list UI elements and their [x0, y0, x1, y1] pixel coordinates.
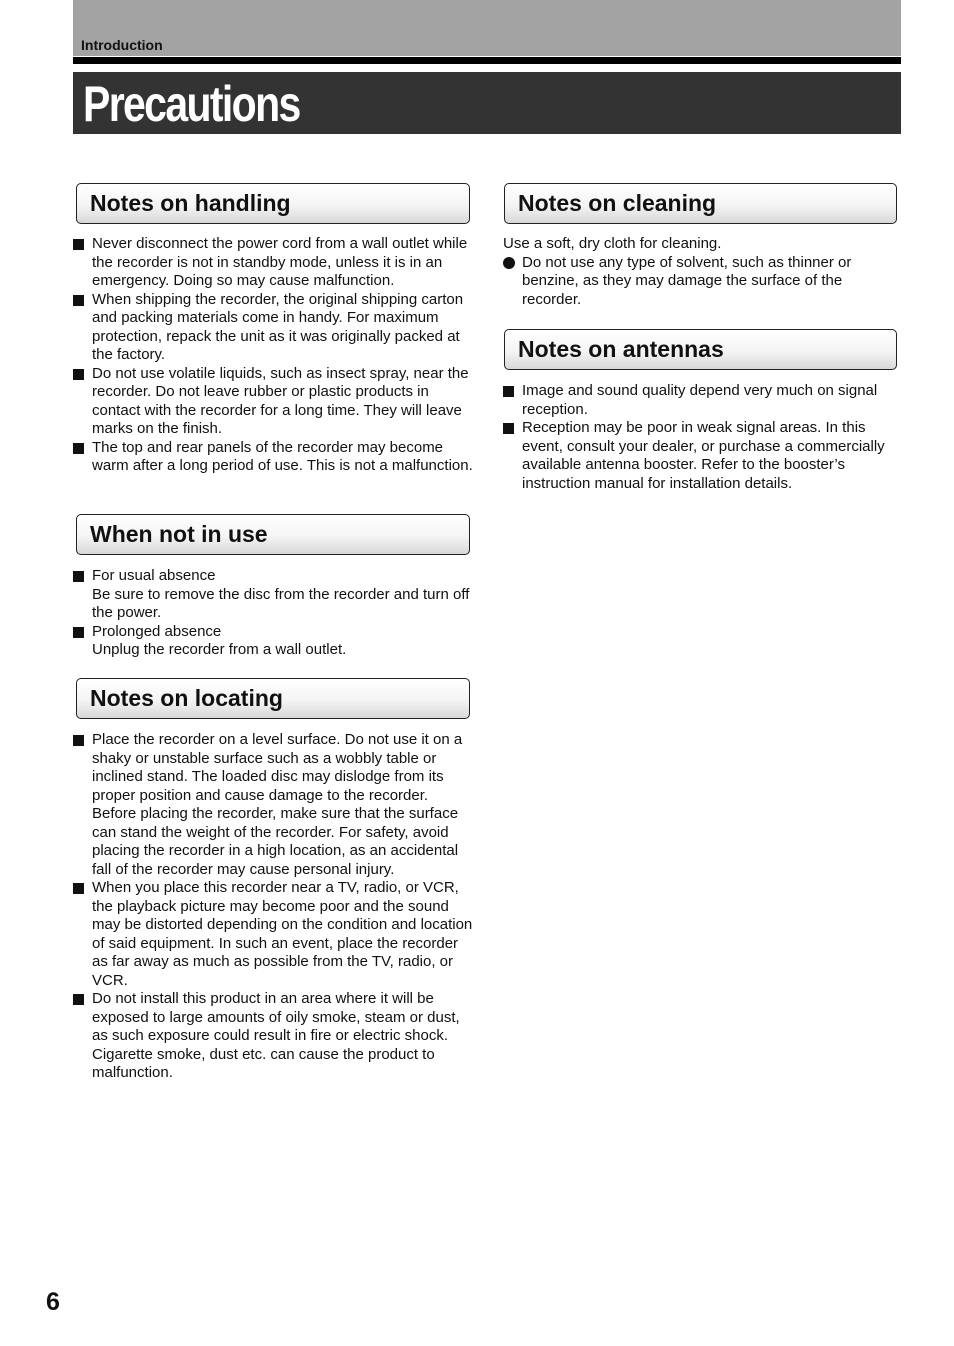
cleaning-heading: Notes on cleaning: [518, 190, 717, 216]
not-in-use-list: [73, 567, 473, 660]
square-bullet-icon: [503, 423, 514, 434]
square-bullet-icon: [73, 994, 84, 1005]
cleaning-text: [503, 235, 903, 309]
list-item: Do not use any type of solvent, such as thinner or benzine, as they may damage the surface of the recorder.: [503, 254, 903, 310]
page-title: Precautions: [83, 76, 300, 132]
list-item: The top and rear panels of the recorder may become warm after a long period of use. This is not a malfunction.: [73, 439, 473, 476]
not-in-use-heading: When not in use: [90, 521, 268, 547]
square-bullet-icon: [73, 239, 84, 250]
list-item: Do not install this product in an area where it will be exposed to large amounts of oily smoke, steam or dust, as such exposure could result in fire or electric shock. Cigarette smoke, dust etc. can cause the product to malfunction.: [73, 990, 473, 1083]
list-item: Do not use volatile liquids, such as insect spray, near the recorder. Do not leave rubber or plastic products in contact with the recorder for a long time. They will leave marks on the finish.: [73, 365, 473, 439]
square-bullet-icon: [73, 443, 84, 454]
list-item: Place the recorder on a level surface. Do not use it on a shaky or unstable surface such as a wobbly table or inclined stand. The loaded disc may dislodge from its proper position and cause damage to the recorder. Before placing the recorder, make sure that the surface can stand the weight of the recorder. For safety, avoid placing the recorder in a high location, as an accidental fall of the recorder may cause personal injury.: [73, 731, 473, 879]
handling-list: [73, 235, 473, 476]
locating-heading-box: [76, 678, 470, 719]
square-bullet-icon: [73, 627, 84, 638]
square-bullet-icon: [73, 369, 84, 380]
cleaning-intro: Use a soft, dry cloth for cleaning.: [503, 235, 722, 252]
antennas-heading-box: [504, 329, 897, 370]
square-bullet-icon: [73, 735, 84, 746]
list-item: Prolonged absence Unplug the recorder from a wall outlet.: [73, 623, 473, 660]
handling-heading: Notes on handling: [90, 190, 291, 216]
list-item: Reception may be poor in weak signal areas. In this event, consult your dealer, or purchase a commercially available antenna booster. Refer to the booster’s instruction manual for installation details.: [503, 419, 905, 493]
locating-heading: Notes on locating: [90, 685, 283, 711]
locating-list: [73, 731, 473, 1083]
antennas-heading: Notes on antennas: [518, 336, 724, 362]
not-in-use-heading-box: [76, 514, 470, 555]
antennas-list: [503, 382, 905, 493]
round-bullet-icon: [503, 257, 515, 269]
page-number: 6: [46, 1288, 60, 1316]
square-bullet-icon: [503, 386, 514, 397]
cleaning-heading-box: [504, 183, 897, 224]
header-rule: [73, 57, 901, 64]
list-item: Image and sound quality depend very much on signal reception.: [503, 382, 905, 419]
list-item: For usual absence Be sure to remove the disc from the recorder and turn off the power.: [73, 567, 473, 623]
list-item: When shipping the recorder, the original shipping carton and packing materials come in handy. For maximum protection, repack the unit as it was originally packed at the factory.: [73, 291, 473, 365]
list-item: When you place this recorder near a TV, radio, or VCR, the playback picture may become poor and the sound may be distorted depending on the condition and location of said equipment. In such an event, place the recorder as far away as much as possible from the TV, radio, or VCR.: [73, 879, 473, 990]
handling-heading-box: [76, 183, 470, 224]
square-bullet-icon: [73, 883, 84, 894]
section-label: Introduction: [81, 37, 163, 53]
header-band: [73, 0, 901, 56]
square-bullet-icon: [73, 571, 84, 582]
list-item: Never disconnect the power cord from a wall outlet while the recorder is not in standby mode, unless it is in an emergency. Doing so may cause malfunction.: [73, 235, 473, 291]
square-bullet-icon: [73, 295, 84, 306]
